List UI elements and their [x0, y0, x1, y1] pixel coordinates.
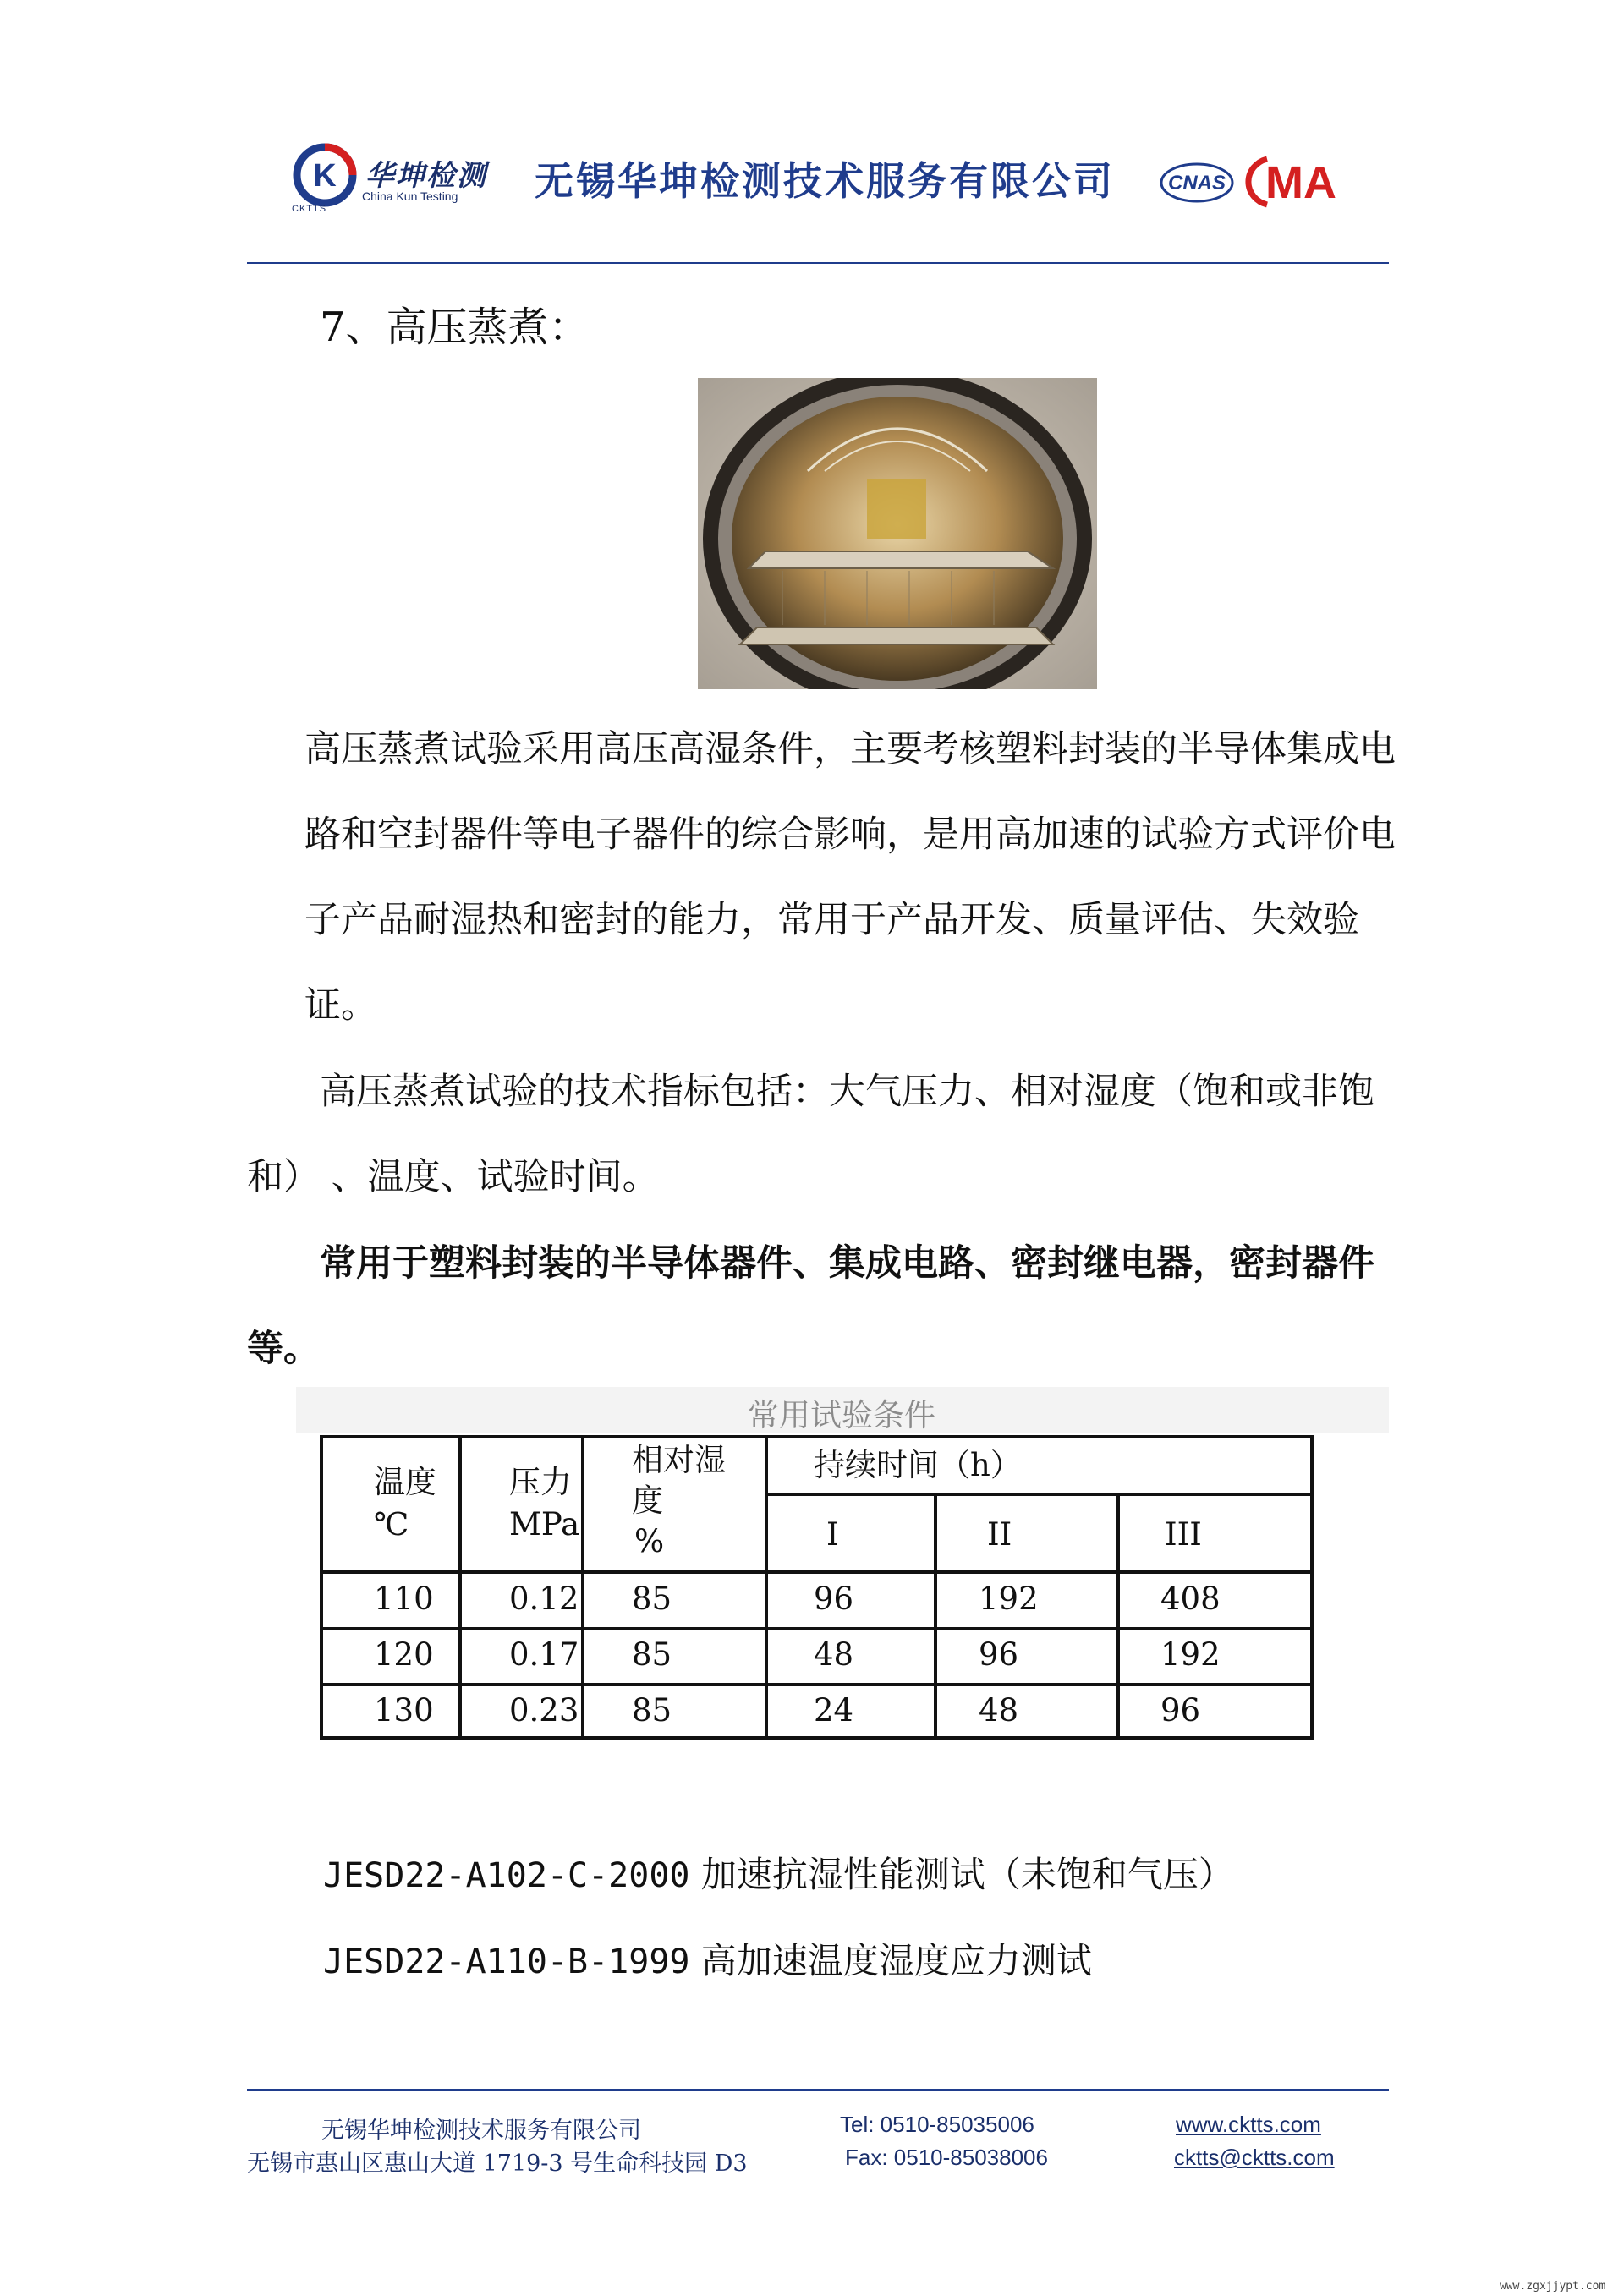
standard-code: JESD22-A110-B-1999	[323, 1943, 690, 1981]
header-humidity-line1: 相对湿	[632, 1442, 726, 1478]
table-cell: 408	[1160, 1581, 1221, 1617]
table-cell: 192	[1160, 1636, 1221, 1673]
table-cell: 24	[814, 1692, 854, 1729]
footer-address: 无锡市惠山区惠山大道 1719-3 号生命科技园 D3	[247, 2151, 748, 2177]
footer-email-link[interactable]: cktts@cktts.com	[1174, 2145, 1335, 2170]
table-cell: 85	[632, 1692, 672, 1729]
table-cell: 48	[979, 1692, 1019, 1729]
table-cell: 192	[979, 1581, 1039, 1617]
header-duration: 持续时间（h）	[814, 1447, 1022, 1483]
paragraph-applications	[247, 1221, 1389, 1392]
svg-text:CNAS: CNAS	[1167, 172, 1226, 195]
footer-telephone: Tel: 0510-85035006	[840, 2112, 1034, 2137]
table-cell: 0.17	[509, 1636, 579, 1673]
table-cell: 96	[1160, 1692, 1201, 1729]
header-divider	[247, 262, 1389, 264]
paragraph-indicators-text: 高压蒸煮试验的技术指标包括：大气压力、相对湿度（饱和或非饱和） 、温度、试验时间。	[247, 1071, 1374, 1198]
paragraph-intro: 高压蒸煮试验采用高压高湿条件，主要考核塑料封装的半导体集成电路和空封器件等电子器件的综合影响，是用高加速的试验方式评价电子产品耐湿热和密封的能力，常用于产品开发、质量评估、失效验证。	[304, 728, 1396, 1027]
table-cell: 120	[374, 1636, 434, 1673]
footer-website-link[interactable]: www.cktts.com	[1176, 2112, 1321, 2137]
footer-company-name: 无锡华坤检测技术服务有限公司	[321, 2118, 641, 2144]
header-pressure-unit: MPa	[509, 1506, 580, 1543]
header-level-1: I	[826, 1516, 839, 1553]
paragraph-applications-text: 常用于塑料封装的半导体器件、集成电路、密封继电器，密封器件等。	[247, 1242, 1374, 1370]
section-title: 7、高压蒸煮：	[320, 304, 590, 351]
test-conditions-table	[320, 1435, 1314, 1740]
standard-name: 高加速温度湿度应力测试	[700, 1940, 1092, 1981]
logo-chinese-name: 华坤检测	[365, 159, 487, 193]
standard-item	[323, 1847, 1234, 1898]
header-humidity-line2: 度	[632, 1482, 663, 1519]
table-cell: 130	[374, 1692, 434, 1729]
logo-abbreviation: CKTTS	[292, 204, 327, 214]
table-cell: 0.12	[509, 1581, 579, 1617]
header-level-3: III	[1165, 1516, 1202, 1553]
cnas-logo-icon	[1159, 161, 1235, 205]
header-humidity-unit: %	[634, 1523, 665, 1559]
footer-fax: Fax: 0510-85038006	[845, 2145, 1048, 2170]
site-watermark: www.zgxjjypt.com	[1500, 2280, 1606, 2293]
header-pressure-label: 压力	[509, 1464, 572, 1500]
table-cell: 48	[814, 1636, 854, 1673]
table-cell: 96	[814, 1581, 854, 1617]
paragraph-indicators	[247, 1049, 1389, 1220]
header-level-2: II	[987, 1516, 1012, 1553]
standard-code: JESD22-A102-C-2000	[323, 1856, 690, 1895]
svg-text:MA: MA	[1265, 157, 1336, 208]
autoclave-chamber-image	[698, 378, 1097, 689]
company-logo-icon	[292, 142, 358, 208]
table-cell: 96	[979, 1636, 1019, 1673]
cma-logo-icon	[1242, 152, 1350, 211]
footer-divider	[247, 2089, 1389, 2091]
table-cell: 0.23	[509, 1692, 579, 1729]
svg-text:K: K	[313, 158, 337, 194]
header-temp-label: 温度	[374, 1464, 436, 1500]
table-cell: 110	[374, 1581, 434, 1617]
standard-name: 加速抗湿性能测试（未饱和气压）	[700, 1854, 1234, 1895]
company-name-header: 无锡华坤检测技术服务有限公司	[535, 158, 1115, 204]
table-cell: 85	[632, 1636, 672, 1673]
logo-english-name: China Kun Testing	[362, 189, 458, 203]
table-caption: 常用试验条件	[748, 1397, 935, 1433]
table-cell: 85	[632, 1581, 672, 1617]
standard-item	[323, 1933, 1092, 1984]
header-temp-unit: ℃	[374, 1506, 409, 1543]
